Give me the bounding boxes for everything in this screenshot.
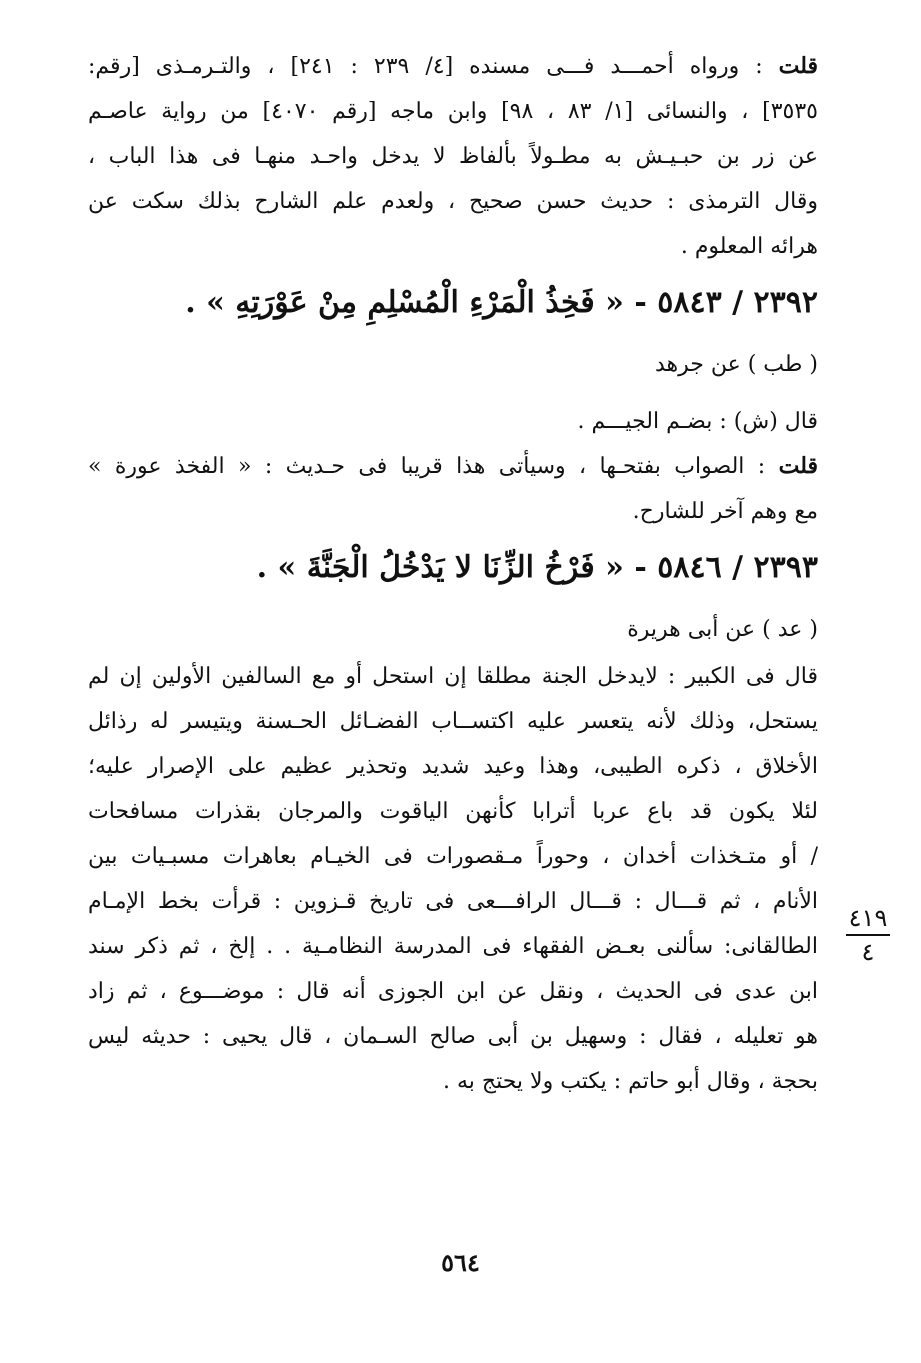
text-line: عن زر بن حبـيـش به مطـولاً بألفاظ لا يدخل واحـد منهـا فى هذا الباب ، bbox=[88, 144, 818, 169]
text-line: بحجة ، وقال أبو حاتم : يكتب ولا يحتج به . bbox=[442, 1069, 818, 1094]
margin-ref-rule bbox=[846, 934, 890, 936]
page-body bbox=[88, 44, 818, 1104]
text-line: هرائه المعلوم . bbox=[680, 234, 818, 259]
margin-ref-top: ٤١٩ bbox=[848, 904, 888, 932]
hadith-heading: ٢٣٩٢ / ٥٨٤٣ - « فَخِذُ الْمَرْءِ الْمُسْلِمِ مِنْ عَوْرَتِهِ » . bbox=[185, 285, 818, 320]
text-line: قلت : ورواه أحمـــد فـــى مسنده [٤/ ٢٣٩ : ٢٤١] ، والتـرمـذى [رقم: bbox=[88, 53, 818, 79]
hadith-source: ( عد ) عن أبى هريرة bbox=[627, 617, 818, 642]
text-line: لئلا يكون قد باع عربا أترابا كأنهن الياقوت والمرجان بقذرات مسافحات bbox=[88, 799, 818, 824]
hadith-heading: ٢٣٩٣ / ٥٨٤٦ - « فَرْخُ الزِّنَا لا يَدْخُلُ الْجَنَّةَ » . bbox=[256, 550, 818, 585]
margin-ref-bottom: ٤ bbox=[861, 938, 875, 966]
qult-lead: قلت bbox=[778, 453, 818, 479]
qult-lead: قلت bbox=[778, 53, 818, 79]
text-line: الأنام ، ثم قـــال : قـــال الرافـــعى فى تاريخ قـزوين : قرأت بخط الإمـام bbox=[88, 889, 818, 914]
text-line: مع وهم آخر للشارح. bbox=[632, 499, 818, 524]
text-line: قلت : الصواب بفتحـها ، وسيأتى هذا قريبا فى حـديث : « الفخذ عورة » bbox=[88, 453, 818, 479]
text-line: يستحل، وذلك لأنه يتعسر عليه اكتســاب الفضـائل الحـسنة ويتيسر له رذائل bbox=[88, 709, 818, 734]
text-line: قال فى الكبير : لايدخل الجنة مطلقا إن استحل أو مع السالفين الأولين إن لم bbox=[88, 664, 818, 689]
hadith-source: ( طب ) عن جرهد bbox=[654, 352, 818, 377]
text-line: / أو متـخذات أخدان ، وحوراً مـقصورات فى الخيـام بعاهرات مسبـيات بين bbox=[88, 844, 818, 869]
text-line: الأخلاق ، ذكره الطيبى، وهذا وعيد شديد وتحذير عظيم على الإصرار عليه؛ bbox=[88, 754, 818, 779]
text-line: ٣٥٣٥] ، والنسائى [١/ ٨٣ ، ٩٨] وابن ماجه [رقم ٤٠٧٠] من رواية عاصـم bbox=[88, 99, 818, 124]
text-line: قال (ش) : بضـم الجيـــم . bbox=[577, 409, 818, 434]
text-line: هو تعليله ، فقال : وسهيل بن أبى صالح السـمان ، قال يحيى : حديثه ليس bbox=[88, 1024, 818, 1049]
text-line: وقال الترمذى : حديث حسن صحيح ، ولعدم علم الشارح بذلك سكت عن bbox=[88, 189, 818, 214]
page-number: ٥٦٤ bbox=[441, 1248, 480, 1277]
margin-reference bbox=[842, 904, 894, 966]
text-line: الطالقانى: سألنى بعـض الفقهاء فى المدرسة النظامـية . . إلخ ، ثم ذكر سند bbox=[88, 934, 818, 959]
text-line: ابن عدى فى الحديث ، ونقل عن ابن الجوزى أنه قال : موضـــوع ، ثم زاد bbox=[88, 979, 818, 1004]
